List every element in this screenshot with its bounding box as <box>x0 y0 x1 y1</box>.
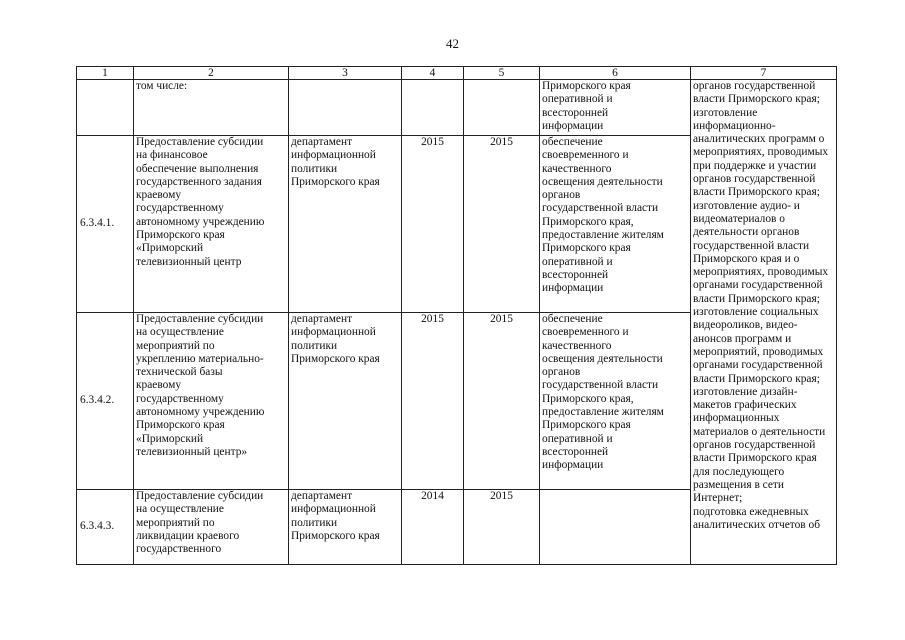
responsible-cell <box>289 80 402 136</box>
end-year-cell: 2015 <box>464 490 540 565</box>
measure-cell: Предоставление субсидии на осуществление мероприятий по ликвидации краевого государственного <box>134 490 289 565</box>
start-year-cell <box>402 80 464 136</box>
page-number: 42 <box>446 36 459 51</box>
start-year-cell: 2015 <box>402 136 464 313</box>
col-header-6: 6 <box>540 67 691 80</box>
responsible-cell: департамент информационной политики Приморского края <box>289 490 402 565</box>
end-year-cell: 2015 <box>464 136 540 313</box>
row-number: 6.3.4.3. <box>77 490 134 565</box>
header-row <box>77 67 837 80</box>
result-cell: обеспечение своевременного и качественного освещения деятельности органов государственной власти Приморского края, предоставление жителям Приморского края оперативной и всесторонней информации <box>540 136 691 313</box>
col-header-7: 7 <box>691 67 837 80</box>
col-header-5: 5 <box>464 67 540 80</box>
col-header-1: 1 <box>77 67 134 80</box>
result-cell: обеспечение своевременного и качественного освещения деятельности органов государственной власти Приморского края, предоставление жителям Приморского края оперативной и всесторонней информации <box>540 313 691 490</box>
col-header-3: 3 <box>289 67 402 80</box>
end-year-cell <box>464 80 540 136</box>
responsible-cell: департамент информационной политики Приморского края <box>289 313 402 490</box>
result-cell: Приморского края оперативной и всесторонней информации <box>540 80 691 136</box>
end-year-cell: 2015 <box>464 313 540 490</box>
col-header-4: 4 <box>402 67 464 80</box>
table-row-continuation <box>77 80 837 136</box>
row-number: 6.3.4.2. <box>77 313 134 490</box>
start-year-cell: 2015 <box>402 313 464 490</box>
row-number <box>77 80 134 136</box>
result-cell <box>540 490 691 565</box>
measure-cell: Предоставление субсидии на осуществление мероприятий по укреплению материально- технической базы краевому государственному автономному учреждению Приморского края «Приморский телевизионный центр» <box>134 313 289 490</box>
measure-cell: Предоставление субсидии на финансовое обеспечение выполнения государственного задания краевому государственному автономному учреждению Приморского края «Приморский телевизионный центр <box>134 136 289 313</box>
col-header-2: 2 <box>134 67 289 80</box>
measure-cell: том числе: <box>134 80 289 136</box>
plan-table <box>76 66 837 565</box>
row-number: 6.3.4.1. <box>77 136 134 313</box>
start-year-cell: 2014 <box>402 490 464 565</box>
content-cell: органов государственной власти Приморского края; изготовление информационно- аналитических программ о мероприятиях, проводимых при поддержке и участии органов государственной власти Приморского края; изготовление аудио- и видеоматериалов о деятельности органов государственной власти Приморского края и о мероприятиях, проводимых органами государственной власти Приморского края; изготовление социальных видеороликов, видео- анонсов программ и мероприятий, проводимых органами государственной власти Приморского края; изготовление дизайн- макетов графических информационных материалов о деятельности органов государственной власти Приморского края для последующего размещения в сети Интернет; подготовка ежедневных аналитических отчетов об <box>691 80 837 565</box>
responsible-cell: департамент информационной политики Приморского края <box>289 136 402 313</box>
